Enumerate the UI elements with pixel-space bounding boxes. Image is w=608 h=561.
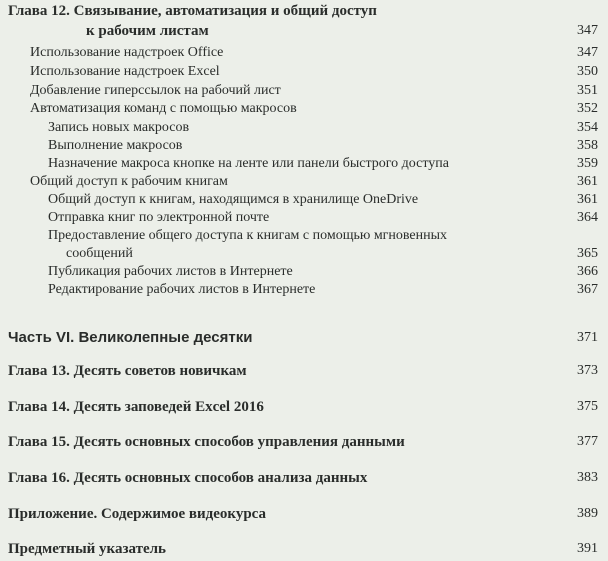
toc-entry-label: Назначение макроса кнопке на ленте или панели быстрого доступа bbox=[48, 156, 449, 171]
toc-entry-chapter-14 bbox=[0, 398, 608, 416]
toc-entry bbox=[0, 281, 608, 299]
toc-entry-page: 371 bbox=[577, 330, 598, 345]
toc-entry-label: к рабочим листам bbox=[86, 23, 209, 39]
toc-entry-cont bbox=[0, 245, 608, 263]
toc-entry-label: Добавление гиперссылок на рабочий лист bbox=[30, 83, 281, 98]
toc-entry-page: 351 bbox=[577, 83, 598, 98]
toc-entry-page: 347 bbox=[577, 23, 598, 38]
toc-entry bbox=[0, 209, 608, 227]
toc-entry-page: 352 bbox=[577, 101, 598, 116]
toc-entry-page: 354 bbox=[577, 120, 598, 135]
toc-entry-label: Предметный указатель bbox=[8, 541, 166, 557]
toc-entry-label: Выполнение макросов bbox=[48, 138, 183, 153]
toc-entry-page: 375 bbox=[577, 399, 598, 414]
toc-entry-page: 361 bbox=[577, 174, 598, 189]
toc-entry bbox=[0, 119, 608, 137]
toc-entry-chapter-16 bbox=[0, 469, 608, 487]
toc-entry bbox=[0, 63, 608, 81]
toc-entry-page: 373 bbox=[577, 363, 598, 378]
toc-entry bbox=[0, 155, 608, 173]
toc-entry-page: 347 bbox=[577, 45, 598, 60]
toc-entry-page: 389 bbox=[577, 506, 598, 521]
toc-entry bbox=[0, 173, 608, 191]
toc-entry-chapter-13 bbox=[0, 362, 608, 380]
toc-entry-part-6 bbox=[0, 329, 608, 347]
toc-entry bbox=[0, 191, 608, 209]
toc-entry-page: 359 bbox=[577, 156, 598, 171]
toc-entry bbox=[0, 137, 608, 155]
toc-entry bbox=[0, 82, 608, 100]
toc-entry-page: 365 bbox=[577, 246, 598, 261]
toc-entry-label: Автоматизация команд с помощью макросов bbox=[30, 101, 297, 116]
toc-entry-label: Глава 16. Десять основных способов анализа данных bbox=[8, 470, 368, 486]
toc-entry bbox=[0, 100, 608, 118]
toc-entry-page: 361 bbox=[577, 192, 598, 207]
toc-entry-chapter-12 bbox=[0, 2, 608, 20]
toc-entry-chapter-12-cont bbox=[0, 22, 608, 40]
toc-entry-page: 391 bbox=[577, 541, 598, 556]
toc-entry-label: Использование надстроек Office bbox=[30, 45, 224, 60]
toc-entry-page: 377 bbox=[577, 434, 598, 449]
toc-entry-label: Использование надстроек Excel bbox=[30, 64, 220, 79]
toc-entry-label: Публикация рабочих листов в Интернете bbox=[48, 264, 293, 279]
toc-entry-index bbox=[0, 540, 608, 558]
toc-entry-label: Глава 15. Десять основных способов управления данными bbox=[8, 434, 405, 450]
toc-entry-page: 366 bbox=[577, 264, 598, 279]
toc-entry-page: 367 bbox=[577, 282, 598, 297]
toc-entry-label: Отправка книг по электронной почте bbox=[48, 210, 270, 225]
toc-entry-label: Запись новых макросов bbox=[48, 120, 190, 135]
toc-entry bbox=[0, 263, 608, 281]
toc-entry-chapter-15 bbox=[0, 433, 608, 451]
toc-entry bbox=[0, 227, 608, 245]
toc-entry-page: 358 bbox=[577, 138, 598, 153]
toc-entry-label: Глава 14. Десять заповедей Excel 2016 bbox=[8, 399, 264, 415]
toc-entry-page: 383 bbox=[577, 470, 598, 485]
toc-entry-label: Предоставление общего доступа к книгам с помощью мгновенных bbox=[48, 228, 448, 243]
toc-entry-appendix bbox=[0, 505, 608, 523]
toc-entry-page: 350 bbox=[577, 64, 598, 79]
toc-entry-label: Общий доступ к рабочим книгам bbox=[30, 174, 228, 189]
toc-entry-label: Общий доступ к книгам, находящимся в хранилище OneDrive bbox=[48, 192, 419, 207]
toc-entry-page: 364 bbox=[577, 210, 598, 225]
toc-entry-label: Редактирование рабочих листов в Интернете bbox=[48, 282, 316, 297]
toc-entry-label: Глава 13. Десять советов новичкам bbox=[8, 363, 247, 379]
toc-entry-label: Глава 12. Связывание, автоматизация и общий доступ bbox=[8, 3, 377, 19]
toc-entry-label: Часть VI. Великолепные десятки bbox=[8, 329, 253, 346]
toc-entry bbox=[0, 44, 608, 62]
toc-entry-label: Приложение. Содержимое видеокурса bbox=[8, 506, 267, 522]
toc-entry-label: сообщений bbox=[66, 246, 133, 261]
